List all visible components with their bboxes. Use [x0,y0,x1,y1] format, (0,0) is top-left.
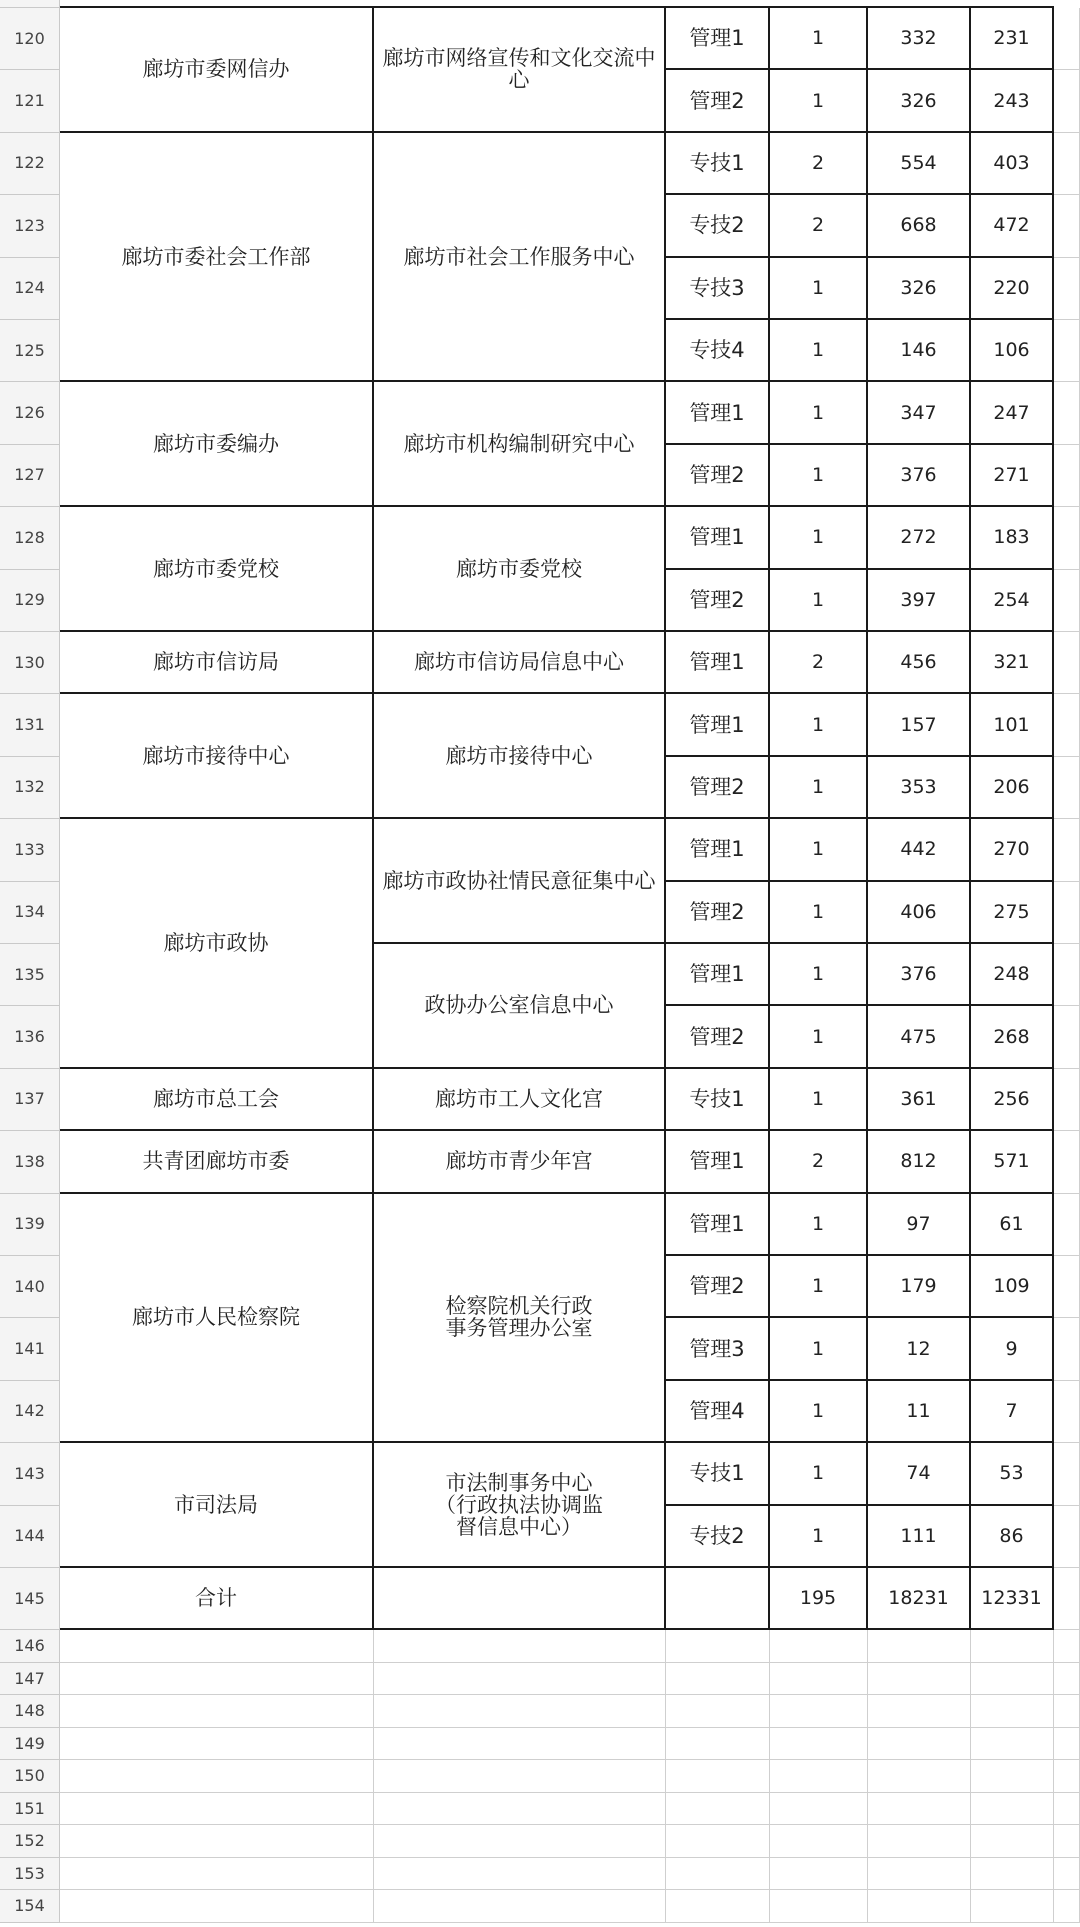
applicant-count-cell[interactable]: 326 [868,258,971,320]
empty-cell[interactable] [770,1728,868,1761]
position-cell[interactable]: 管理1 [666,1194,770,1256]
empty-cell[interactable] [374,1890,666,1923]
passed-count-cell[interactable]: 254 [971,570,1054,632]
row-header[interactable]: 145 [0,1568,60,1630]
empty-cell[interactable] [1054,1663,1080,1696]
empty-cell[interactable] [1054,133,1080,195]
empty-cell[interactable] [868,1728,971,1761]
row-header[interactable]: 146 [0,1630,60,1663]
row-header-top [0,0,60,8]
position-cell[interactable]: 管理3 [666,1318,770,1380]
empty-cell[interactable] [868,1630,971,1663]
row-header[interactable]: 141 [0,1318,60,1380]
row-header[interactable]: 138 [0,1131,60,1193]
plan-count-cell[interactable]: 1 [770,320,868,382]
position-cell[interactable]: 管理4 [666,1381,770,1443]
empty-cell[interactable] [868,1825,971,1858]
empty-cell[interactable] [971,1630,1054,1663]
empty-cell[interactable] [1054,632,1080,694]
empty-cell[interactable] [666,1793,770,1826]
row-header[interactable]: 127 [0,445,60,507]
plan-count-cell[interactable]: 2 [770,632,868,694]
row-header[interactable]: 150 [0,1760,60,1793]
empty-cell[interactable] [1054,382,1080,444]
row-header[interactable]: 152 [0,1825,60,1858]
department-cell[interactable]: 廊坊市政协 [60,819,374,1069]
plan-count-cell[interactable]: 1 [770,1006,868,1068]
unit-cell[interactable]: 廊坊市青少年宫 [374,1131,666,1193]
empty-cell[interactable] [1054,258,1080,320]
empty-cell[interactable] [666,1825,770,1858]
row-header[interactable]: 153 [0,1858,60,1891]
position-cell[interactable]: 管理1 [666,632,770,694]
passed-count-cell[interactable]: 53 [971,1443,1054,1505]
empty-cell[interactable] [60,1858,374,1891]
position-cell[interactable]: 管理1 [666,8,770,70]
passed-count-cell[interactable]: 403 [971,133,1054,195]
department-cell[interactable]: 廊坊市委党校 [60,507,374,632]
plan-count-cell[interactable]: 1 [770,258,868,320]
plan-count-cell[interactable]: 1 [770,819,868,881]
unit-cell[interactable]: 廊坊市政协社情民意征集中心 [374,819,666,944]
passed-count-cell[interactable]: 109 [971,1256,1054,1318]
row-header[interactable]: 148 [0,1695,60,1728]
passed-count-cell[interactable]: 268 [971,1006,1054,1068]
plan-count-cell[interactable]: 2 [770,195,868,257]
position-cell[interactable]: 管理2 [666,1256,770,1318]
passed-count-cell[interactable]: 61 [971,1194,1054,1256]
position-cell[interactable]: 专技2 [666,1506,770,1568]
empty-cell[interactable] [770,1630,868,1663]
applicant-count-cell[interactable]: 376 [868,944,971,1006]
empty-cell[interactable] [666,1695,770,1728]
plan-count-cell[interactable]: 1 [770,1318,868,1380]
empty-cell[interactable] [1054,1069,1080,1131]
department-cell[interactable]: 廊坊市总工会 [60,1069,374,1131]
empty-cell[interactable] [1054,8,1080,70]
plan-count-cell[interactable]: 1 [770,1443,868,1505]
empty-cell[interactable] [60,1728,374,1761]
position-cell[interactable]: 管理2 [666,882,770,944]
empty-cell[interactable] [971,1728,1054,1761]
position-cell[interactable]: 管理1 [666,694,770,756]
passed-count-cell[interactable]: 271 [971,445,1054,507]
applicant-count-cell[interactable]: 376 [868,445,971,507]
row-header[interactable]: 129 [0,570,60,632]
department-cell[interactable]: 廊坊市委社会工作部 [60,133,374,383]
empty-cell[interactable] [770,1825,868,1858]
row-header[interactable]: 122 [0,133,60,195]
department-cell[interactable]: 合计 [60,1568,374,1630]
empty-cell[interactable] [1054,1256,1080,1318]
empty-cell[interactable] [1054,1568,1080,1630]
passed-count-cell[interactable]: 256 [971,1069,1054,1131]
position-cell[interactable]: 专技1 [666,133,770,195]
passed-count-cell[interactable]: 9 [971,1318,1054,1380]
passed-count-cell[interactable]: 571 [971,1131,1054,1193]
empty-cell[interactable] [666,1663,770,1696]
plan-count-cell[interactable]: 195 [770,1568,868,1630]
row-header[interactable]: 124 [0,258,60,320]
unit-cell[interactable]: 市法制事务中心 （行政执法协调监 督信息中心） [374,1443,666,1568]
plan-count-cell[interactable]: 1 [770,944,868,1006]
row-header[interactable]: 130 [0,632,60,694]
row-header[interactable]: 125 [0,320,60,382]
empty-cell[interactable] [1054,1318,1080,1380]
applicant-count-cell[interactable]: 361 [868,1069,971,1131]
passed-count-cell[interactable]: 270 [971,819,1054,881]
applicant-count-cell[interactable]: 146 [868,320,971,382]
row-header[interactable]: 142 [0,1381,60,1443]
unit-cell[interactable]: 廊坊市信访局信息中心 [374,632,666,694]
empty-cell[interactable] [374,1695,666,1728]
empty-cell[interactable] [1054,570,1080,632]
empty-cell[interactable] [1054,1793,1080,1826]
empty-cell[interactable] [60,1890,374,1923]
row-header[interactable]: 123 [0,195,60,257]
empty-cell[interactable] [374,1793,666,1826]
row-header[interactable]: 126 [0,382,60,444]
empty-cell[interactable] [1054,1194,1080,1256]
plan-count-cell[interactable]: 2 [770,133,868,195]
empty-cell[interactable] [1054,757,1080,819]
row-header[interactable]: 134 [0,882,60,944]
empty-cell[interactable] [1054,944,1080,1006]
position-cell[interactable]: 管理2 [666,1006,770,1068]
unit-cell[interactable]: 廊坊市机构编制研究中心 [374,382,666,507]
empty-cell[interactable] [60,1630,374,1663]
department-cell[interactable]: 廊坊市人民检察院 [60,1194,374,1444]
empty-cell[interactable] [374,1663,666,1696]
empty-cell[interactable] [666,1728,770,1761]
empty-cell[interactable] [971,1793,1054,1826]
empty-cell[interactable] [666,1630,770,1663]
plan-count-cell[interactable]: 1 [770,1069,868,1131]
unit-cell[interactable]: 廊坊市工人文化宫 [374,1069,666,1131]
empty-cell[interactable] [1054,1695,1080,1728]
row-header[interactable]: 121 [0,70,60,132]
department-cell[interactable]: 廊坊市接待中心 [60,694,374,819]
passed-count-cell[interactable]: 12331 [971,1568,1054,1630]
empty-cell[interactable] [770,1663,868,1696]
applicant-count-cell[interactable]: 332 [868,8,971,70]
passed-count-cell[interactable]: 321 [971,632,1054,694]
empty-cell[interactable] [666,1858,770,1891]
applicant-count-cell[interactable]: 11 [868,1381,971,1443]
empty-cell[interactable] [1054,819,1080,881]
plan-count-cell[interactable]: 1 [770,507,868,569]
passed-count-cell[interactable]: 220 [971,258,1054,320]
applicant-count-cell[interactable]: 406 [868,882,971,944]
passed-count-cell[interactable]: 275 [971,882,1054,944]
empty-cell[interactable] [1054,1760,1080,1793]
applicant-count-cell[interactable]: 347 [868,382,971,444]
position-cell[interactable] [666,1568,770,1630]
empty-cell[interactable] [1054,1630,1080,1663]
row-header[interactable]: 140 [0,1256,60,1318]
plan-count-cell[interactable]: 1 [770,570,868,632]
empty-cell[interactable] [60,1663,374,1696]
applicant-count-cell[interactable]: 97 [868,1194,971,1256]
plan-count-cell[interactable]: 1 [770,1506,868,1568]
applicant-count-cell[interactable]: 326 [868,70,971,132]
plan-count-cell[interactable]: 1 [770,8,868,70]
empty-cell[interactable] [868,1695,971,1728]
position-cell[interactable]: 管理1 [666,507,770,569]
row-header[interactable]: 144 [0,1506,60,1568]
empty-cell[interactable] [1054,1858,1080,1891]
position-cell[interactable]: 管理1 [666,1131,770,1193]
department-cell[interactable]: 廊坊市信访局 [60,632,374,694]
empty-cell[interactable] [868,1760,971,1793]
row-header[interactable]: 131 [0,694,60,756]
position-cell[interactable]: 管理2 [666,70,770,132]
unit-cell[interactable]: 政协办公室信息中心 [374,944,666,1069]
passed-count-cell[interactable]: 101 [971,694,1054,756]
applicant-count-cell[interactable]: 475 [868,1006,971,1068]
empty-cell[interactable] [374,1760,666,1793]
position-cell[interactable]: 专技1 [666,1069,770,1131]
empty-cell[interactable] [770,1695,868,1728]
empty-cell[interactable] [1054,694,1080,756]
empty-cell[interactable] [971,1890,1054,1923]
empty-cell[interactable] [1054,1006,1080,1068]
empty-cell[interactable] [1054,70,1080,132]
position-cell[interactable]: 管理1 [666,382,770,444]
empty-cell[interactable] [1054,1890,1080,1923]
position-cell[interactable]: 专技4 [666,320,770,382]
empty-cell[interactable] [971,1858,1054,1891]
applicant-count-cell[interactable]: 668 [868,195,971,257]
empty-cell[interactable] [1054,195,1080,257]
empty-cell[interactable] [868,1663,971,1696]
empty-cell[interactable] [971,1663,1054,1696]
plan-count-cell[interactable]: 1 [770,757,868,819]
empty-cell[interactable] [374,1858,666,1891]
empty-cell[interactable] [1054,1825,1080,1858]
position-cell[interactable]: 管理2 [666,445,770,507]
empty-cell[interactable] [1054,1443,1080,1505]
passed-count-cell[interactable]: 472 [971,195,1054,257]
passed-count-cell[interactable]: 231 [971,8,1054,70]
applicant-count-cell[interactable]: 456 [868,632,971,694]
empty-cell[interactable] [868,1890,971,1923]
applicant-count-cell[interactable]: 74 [868,1443,971,1505]
empty-cell[interactable] [1054,320,1080,382]
applicant-count-cell[interactable]: 272 [868,507,971,569]
plan-count-cell[interactable]: 1 [770,1256,868,1318]
department-cell[interactable]: 廊坊市委编办 [60,382,374,507]
department-cell[interactable]: 市司法局 [60,1443,374,1568]
row-header[interactable]: 135 [0,944,60,1006]
applicant-count-cell[interactable]: 442 [868,819,971,881]
empty-cell[interactable] [868,1858,971,1891]
position-cell[interactable]: 专技3 [666,258,770,320]
empty-cell[interactable] [60,1793,374,1826]
unit-cell[interactable]: 廊坊市接待中心 [374,694,666,819]
empty-cell[interactable] [60,1825,374,1858]
plan-count-cell[interactable]: 1 [770,382,868,444]
unit-cell[interactable] [374,1568,666,1630]
applicant-count-cell[interactable]: 353 [868,757,971,819]
empty-cell[interactable] [1054,445,1080,507]
row-header[interactable]: 132 [0,757,60,819]
row-header[interactable]: 149 [0,1728,60,1761]
plan-count-cell[interactable]: 1 [770,70,868,132]
applicant-count-cell[interactable]: 157 [868,694,971,756]
empty-cell[interactable] [1054,1381,1080,1443]
position-cell[interactable]: 管理1 [666,819,770,881]
row-header[interactable]: 154 [0,1890,60,1923]
applicant-count-cell[interactable]: 18231 [868,1568,971,1630]
plan-count-cell[interactable]: 1 [770,445,868,507]
row-header[interactable]: 128 [0,507,60,569]
passed-count-cell[interactable]: 106 [971,320,1054,382]
position-cell[interactable]: 管理1 [666,944,770,1006]
plan-count-cell[interactable]: 1 [770,1381,868,1443]
empty-cell[interactable] [770,1793,868,1826]
passed-count-cell[interactable]: 7 [971,1381,1054,1443]
empty-cell[interactable] [1054,882,1080,944]
empty-cell[interactable] [374,1728,666,1761]
empty-cell[interactable] [971,1760,1054,1793]
plan-count-cell[interactable]: 1 [770,1194,868,1256]
applicant-count-cell[interactable]: 554 [868,133,971,195]
empty-cell[interactable] [1054,1131,1080,1193]
plan-count-cell[interactable]: 2 [770,1131,868,1193]
unit-cell[interactable]: 检察院机关行政 事务管理办公室 [374,1194,666,1444]
empty-cell[interactable] [770,1760,868,1793]
applicant-count-cell[interactable]: 111 [868,1506,971,1568]
plan-count-cell[interactable]: 1 [770,882,868,944]
position-cell[interactable]: 专技1 [666,1443,770,1505]
empty-cell[interactable] [770,1858,868,1891]
unit-cell[interactable]: 廊坊市委党校 [374,507,666,632]
unit-cell[interactable]: 廊坊市网络宣传和文化交流中心 [374,8,666,133]
passed-count-cell[interactable]: 243 [971,70,1054,132]
passed-count-cell[interactable]: 183 [971,507,1054,569]
applicant-count-cell[interactable]: 179 [868,1256,971,1318]
empty-cell[interactable] [666,1760,770,1793]
passed-count-cell[interactable]: 206 [971,757,1054,819]
passed-count-cell[interactable]: 86 [971,1506,1054,1568]
empty-cell[interactable] [374,1825,666,1858]
empty-cell[interactable] [1054,1728,1080,1761]
row-header[interactable]: 137 [0,1069,60,1131]
row-header[interactable]: 120 [0,8,60,70]
row-header[interactable]: 136 [0,1006,60,1068]
passed-count-cell[interactable]: 247 [971,382,1054,444]
empty-cell[interactable] [60,1760,374,1793]
applicant-count-cell[interactable]: 812 [868,1131,971,1193]
position-cell[interactable]: 管理2 [666,757,770,819]
empty-cell[interactable] [666,1890,770,1923]
position-cell[interactable]: 管理2 [666,570,770,632]
empty-cell[interactable] [971,1695,1054,1728]
applicant-count-cell[interactable]: 397 [868,570,971,632]
passed-count-cell[interactable]: 248 [971,944,1054,1006]
department-cell[interactable]: 共青团廊坊市委 [60,1131,374,1193]
empty-cell[interactable] [374,1630,666,1663]
department-cell[interactable]: 廊坊市委网信办 [60,8,374,133]
row-header[interactable]: 139 [0,1194,60,1256]
position-cell[interactable]: 专技2 [666,195,770,257]
empty-cell[interactable] [868,1793,971,1826]
row-header[interactable]: 133 [0,819,60,881]
row-header[interactable]: 143 [0,1443,60,1505]
unit-cell[interactable]: 廊坊市社会工作服务中心 [374,133,666,383]
plan-count-cell[interactable]: 1 [770,694,868,756]
empty-cell[interactable] [60,1695,374,1728]
empty-cell[interactable] [770,1890,868,1923]
empty-cell[interactable] [1054,507,1080,569]
empty-cell[interactable] [1054,1506,1080,1568]
row-header[interactable]: 147 [0,1663,60,1696]
row-header[interactable]: 151 [0,1793,60,1826]
empty-cell[interactable] [971,1825,1054,1858]
applicant-count-cell[interactable]: 12 [868,1318,971,1380]
